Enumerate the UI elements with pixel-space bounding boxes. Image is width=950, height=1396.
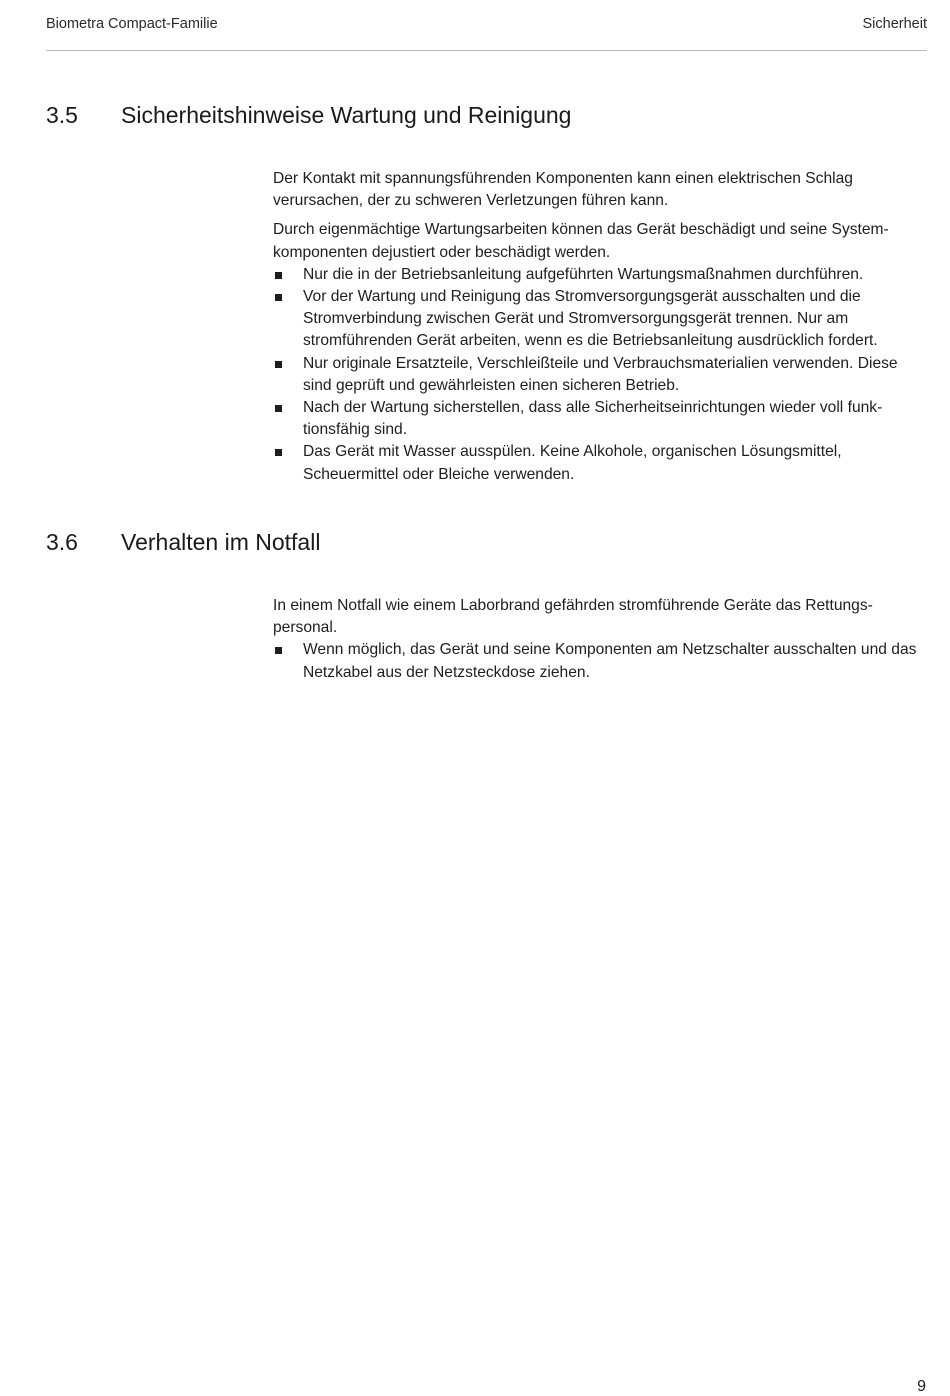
list-item-text: Das Gerät mit Wasser ausspülen. Keine Alkohole, organischen Lösungsmittel, Scheuermittel oder Bleiche verwenden. xyxy=(303,443,842,483)
paragraph: In einem Notfall wie einem Laborbrand gefährden stromführende Geräte das Rettungspersonal. xyxy=(273,597,873,637)
square-bullet-icon xyxy=(275,272,282,279)
section-heading-3-6 xyxy=(46,529,320,556)
list-item-text: Nur die in der Betriebsanleitung aufgeführten Wartungsmaßnahmen durchführen. xyxy=(303,265,864,283)
bullet-list xyxy=(273,264,928,486)
section-number: 3.5 xyxy=(46,102,78,128)
section-body-3-6 xyxy=(273,595,928,684)
header-chapter-title: Sicherheit xyxy=(862,16,927,32)
page-header xyxy=(46,16,927,51)
section-number: 3.6 xyxy=(46,529,78,555)
header-document-title: Biometra Compact-Familie xyxy=(46,16,218,32)
list-item-text: Nach der Wartung sicherstellen, dass alle Sicherheitseinrichtungen wieder voll funktionsfähig sind. xyxy=(303,399,883,439)
list-item xyxy=(273,264,928,286)
square-bullet-icon xyxy=(275,361,282,368)
section-heading-3-5 xyxy=(46,102,571,129)
page-number: 9 xyxy=(917,1378,926,1395)
paragraph: Durch eigenmächtige Wartungsarbeiten können das Gerät beschädigt und seine Systemkomponenten dejustiert oder beschädigt werden. xyxy=(273,221,889,261)
square-bullet-icon xyxy=(275,449,282,456)
paragraph: Der Kontakt mit spannungsführenden Komponenten kann einen elektrischen Schlag verursachen, der zu schweren Verletzungen führen kann. xyxy=(273,170,853,210)
section-title: Sicherheitshinweise Wartung und Reinigung xyxy=(121,102,572,128)
list-item xyxy=(273,286,928,353)
square-bullet-icon xyxy=(275,405,282,412)
section-body-3-5 xyxy=(273,168,928,486)
list-item xyxy=(273,639,928,683)
list-item-text: Vor der Wartung und Reinigung das Stromversorgungsgerät ausschalten und die Stromverbindung zwischen Gerät und Stromversorgungsgerät trennen. Nur am stromführenden Gerät arbeiten, wenn es die Betriebsanleitung ausdrücklich fordert. xyxy=(303,288,878,350)
square-bullet-icon xyxy=(275,294,282,301)
list-item xyxy=(273,441,928,485)
list-item-text: Wenn möglich, das Gerät und seine Komponenten am Netzschalter ausschalten und das Netzkabel aus der Netzsteckdose ziehen. xyxy=(303,641,917,681)
list-item-text: Nur originale Ersatzteile, Verschleißteile und Verbrauchsmaterialien verwenden. Diese sind geprüft und gewährleisten einen sicheren Betrieb. xyxy=(303,354,898,394)
square-bullet-icon xyxy=(275,647,282,654)
section-title: Verhalten im Notfall xyxy=(121,529,321,555)
list-item xyxy=(273,397,928,441)
bullet-list xyxy=(273,639,928,683)
list-item xyxy=(273,353,928,397)
